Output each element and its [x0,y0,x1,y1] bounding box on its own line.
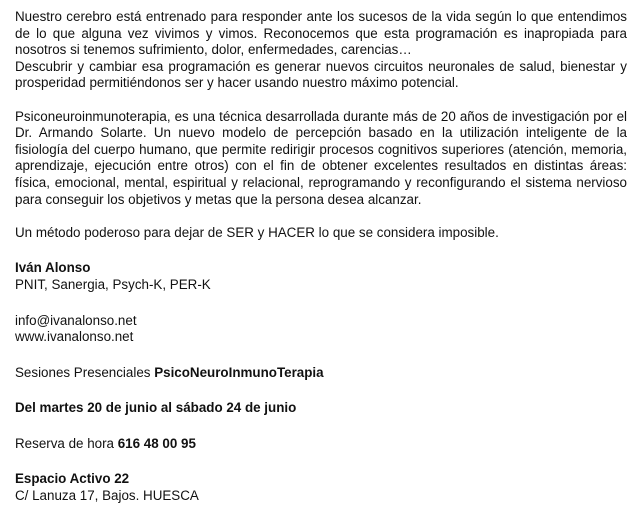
contact-block [15,313,627,346]
intro-paragraph [15,9,627,92]
therapist-block [15,260,627,293]
intro-text-2: Descubrir y cambiar esa programación es generar nuevos circuitos neuronales de salud, bienestar y prosperidad permitiéndonos ser y hacer usando nuestro máximo potencial. [15,58,627,91]
therapist-credentials: PNIT, Sanergia, Psych-K, PER-K [15,276,211,292]
description-paragraph: Psiconeuroinmunoterapia, es una técnica desarrollada durante más de 20 años de investigación por el Dr. Armando Solarte. Un nuevo modelo de percepción basado en la utilización inteligente de la fisiología del cuerpo humano, que permite redirigir procesos cognitivos superiores (atención, memoria, aprendizaje, ejecución entre otros) con el fin de obtener excelentes resultados en distintas áreas: física, emocional, mental, espiritual y relacional, reprogramando y reconfigurando el sistema nervioso para conseguir los objetivos y metas que la persona desea alcanzar. [15,108,627,207]
dates-line [15,400,627,417]
intro-text-1: Nuestro cerebro está entrenado para responder ante los sucesos de la vida según lo que entendimos de lo que alguna vez vivimos y vimos. Reconocemos que esta programación es inapropiada para nosotros si tenemos sufrimiento, dolor, enfermedades, carencias… [15,9,627,58]
dates-text: Del martes 20 de junio al sábado 24 de junio [15,400,297,416]
document-body [15,9,627,505]
sessions-prefix: Sesiones Presenciales [15,364,155,380]
venue-block [15,471,627,504]
venue-address: C/ Lanuza 17, Bajos. HUESCA [15,488,199,504]
email-link[interactable]: info@ivanalonso.net [15,312,137,328]
sessions-name: PsicoNeuroInmunoTerapia [154,364,324,380]
booking-prefix: Reserva de hora [15,435,118,451]
website-link[interactable]: www.ivanalonso.net [15,329,134,345]
sessions-line [15,365,627,382]
booking-phone: 616 48 00 95 [117,435,196,451]
venue-name: Espacio Activo 22 [15,471,130,487]
therapist-name: Iván Alonso [15,260,91,276]
tagline: Un método poderoso para dejar de SER y HACER lo que se considera imposible. [15,224,499,240]
booking-line [15,436,627,453]
